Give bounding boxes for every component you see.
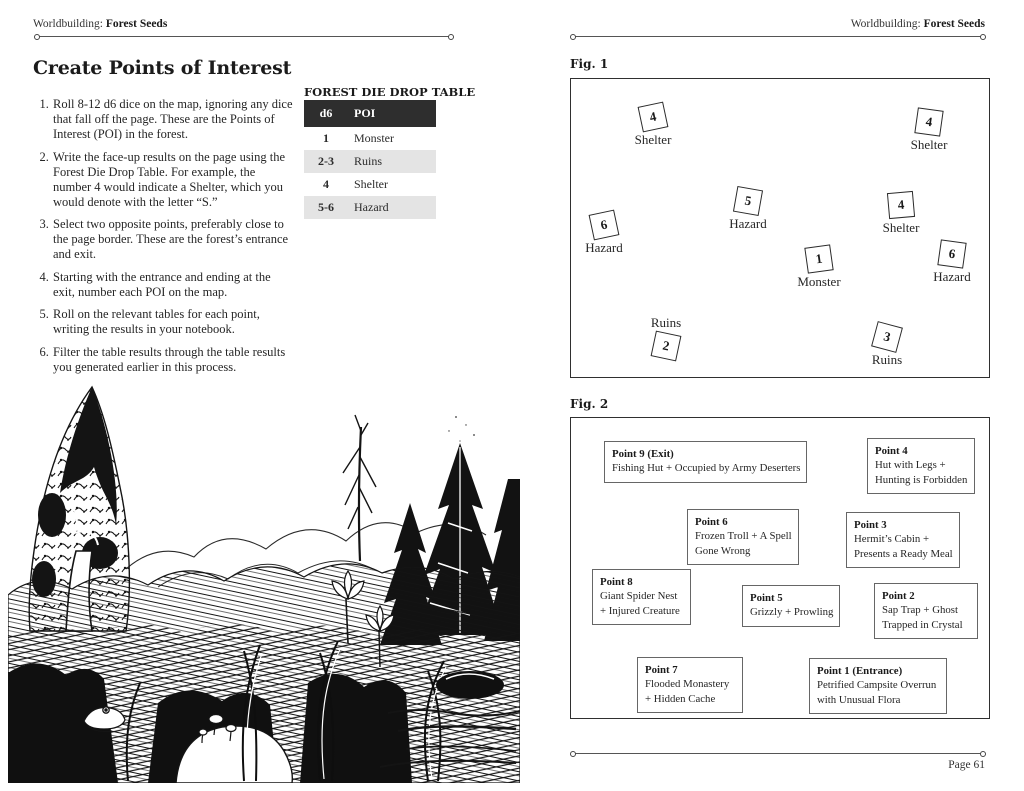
die-drop-table-title: FOREST DIE DROP TABLE [304, 85, 476, 99]
die-label: Hazard [729, 216, 767, 231]
fig2-label: Fig. 2 [570, 397, 609, 411]
die-value: 5 [743, 192, 753, 209]
step-item: 1. Roll 8-12 d6 dice on the map, ignoring any dice that fall off the page. These are the Points of Interest (POI) in the forest. [52, 97, 294, 142]
step-item: 5. Roll on the relevant tables for each point, writing the results in your notebook. [52, 307, 294, 337]
header-book-title: Forest Seeds [923, 18, 985, 30]
step-item: 4. Starting with the entrance and ending at the exit, number each POI on the map. [52, 270, 294, 300]
table-row [304, 173, 436, 196]
die-face [804, 244, 833, 273]
left-header-rule [35, 36, 453, 37]
cell-poi: Ruins [348, 150, 436, 173]
point-title: Point 5 [750, 592, 783, 604]
die-drop-table [304, 100, 436, 219]
die-label: Ruins [871, 352, 903, 367]
die-face [937, 239, 966, 268]
page-number: Page 61 [948, 759, 985, 771]
die-label: Shelter [882, 220, 920, 235]
fig2-point-box [846, 512, 960, 568]
die-face [887, 191, 915, 219]
die-value: 1 [814, 250, 824, 267]
die-label: Monster [797, 274, 841, 289]
col-poi: POI [348, 100, 436, 127]
cell-die: 5-6 [304, 196, 348, 219]
step-item: 3. Select two opposite points, preferably close to the page border. These are the forest’s entrance and exit. [52, 217, 294, 262]
table-row [304, 127, 436, 150]
fig1-canvas [570, 78, 990, 378]
die-value: 6 [947, 245, 957, 262]
right-running-header [571, 18, 985, 30]
fig1-label: Fig. 1 [570, 57, 609, 71]
point-desc: Sap Trap + Ghost Trapped in Crystal [882, 604, 963, 631]
cell-die: 2-3 [304, 150, 348, 173]
instruction-steps [33, 97, 294, 382]
die-face [638, 102, 669, 133]
header-prefix: Worldbuilding: [850, 18, 921, 30]
fig2-point-box [604, 441, 807, 483]
point-desc: Grizzly + Prowling [750, 606, 834, 619]
point-desc: Flooded Monastery + Hidden Cache [645, 678, 730, 705]
point-desc: Hermit’s Cabin + Presents a Ready Meal [854, 533, 953, 560]
fig2-point-box [637, 657, 743, 713]
page-title: Create Points of Interest [33, 57, 292, 79]
point-title: Point 7 [645, 664, 678, 676]
die-value: 4 [648, 108, 658, 125]
cell-die: 4 [323, 177, 329, 191]
point-desc: Frozen Troll + A Spell Gone Wrong [695, 530, 792, 557]
point-title: Point 8 [600, 576, 633, 588]
die-label: Shelter [634, 132, 672, 147]
fig2-point-box [867, 438, 975, 494]
point-desc: Petrified Campsite Overrun with Unusual Flora [817, 679, 937, 706]
die-face [871, 321, 903, 353]
speckles [448, 416, 475, 442]
fig2-canvas [570, 417, 990, 719]
point-desc: Giant Spider Nest + Injured Creature [600, 590, 680, 617]
header-prefix: Worldbuilding: [33, 18, 103, 30]
table-header-row [304, 100, 436, 127]
step-item: 6. Filter the table results through the table results you generated earlier in this process. [52, 345, 294, 375]
cell-die: 1 [323, 131, 329, 145]
die-value: 4 [897, 196, 905, 213]
die-value: 2 [661, 337, 671, 354]
die-value: 6 [599, 216, 609, 233]
step-item: 2. Write the face-up results on the page using the Forest Die Drop Table. For example, the number 4 would indicate a Shelter, which you would denote with the letter “S.” [52, 150, 294, 210]
point-title: Point 2 [882, 590, 915, 602]
die-value: 3 [882, 328, 893, 345]
footer-rule [571, 753, 985, 754]
point-title: Point 6 [695, 516, 728, 528]
fig2-point-box [809, 658, 947, 714]
point-title: Point 1 (Entrance) [817, 665, 903, 677]
header-book-title: Forest Seeds [105, 18, 168, 30]
die-face [651, 331, 682, 362]
fig2-point-box [592, 569, 691, 625]
die-value: 4 [924, 113, 934, 130]
die-face [589, 210, 620, 241]
die-label: Hazard [585, 240, 623, 255]
cell-poi: Monster [354, 131, 394, 145]
left-running-header [33, 18, 167, 30]
die-face [914, 107, 943, 136]
die-label: Ruins [650, 315, 682, 330]
point-title: Point 4 [875, 445, 908, 457]
point-title: Point 9 (Exit) [612, 448, 674, 460]
right-page [512, 0, 1024, 791]
col-d6: d6 [304, 100, 348, 127]
fig2-point-box [687, 509, 799, 565]
fig2-point-box [874, 583, 978, 639]
table-row [304, 150, 436, 173]
die-label: Shelter [910, 137, 948, 152]
cell-poi: Hazard [348, 196, 436, 219]
point-desc: Fishing Hut + Occupied by Army Deserters [612, 462, 801, 475]
point-desc: Hut with Legs + Hunting is Forbidden [875, 459, 968, 486]
fig2-point-box [742, 585, 840, 627]
right-header-rule [571, 36, 985, 37]
die-label: Hazard [933, 269, 971, 284]
cell-poi: Shelter [354, 177, 388, 191]
table-row [304, 196, 436, 219]
point-title: Point 3 [854, 519, 887, 531]
die-face [733, 186, 763, 216]
forest-illustration [8, 383, 520, 783]
